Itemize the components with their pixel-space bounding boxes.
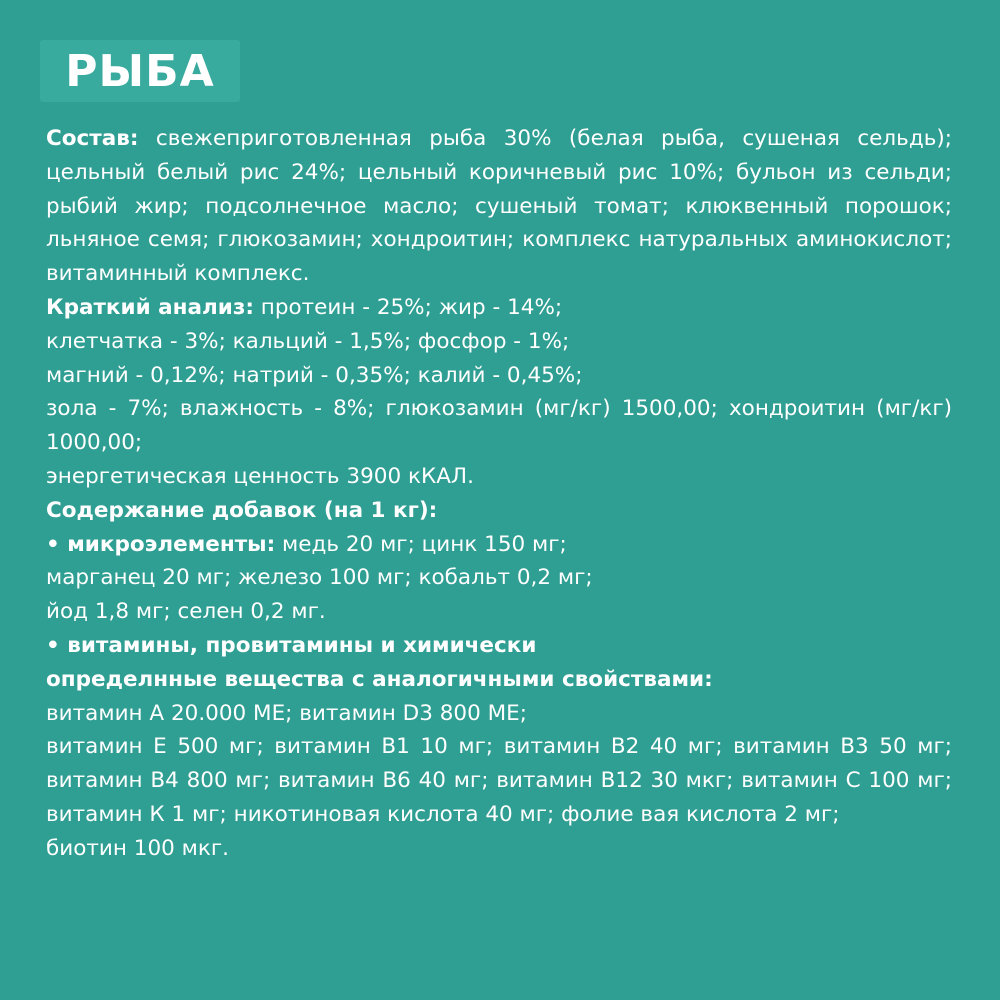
- vitamins-label-1-text: • витамины, провитамины и химически: [46, 632, 537, 658]
- vitamins-line-3: биотин 100 мкг.: [46, 835, 229, 861]
- analysis-line-4: зола - 7%; влажность - 8%; глюкозамин (мг/кг) 1500,00; хондроитин (мг/кг) 1000,00;: [46, 396, 952, 456]
- page-title: РЫБА: [65, 45, 215, 97]
- analysis-line-2: клетчатка - 3%; кальций - 1,5%; фосфор - 1%;: [46, 328, 570, 354]
- micro-line-1: [46, 528, 952, 562]
- analysis-label: Краткий анализ:: [46, 294, 254, 320]
- composition-paragraph: [46, 122, 952, 291]
- micro-line-1-text: медь 20 мг; цинк 150 мг;: [275, 531, 567, 557]
- analysis-line-5: энергетическая ценность 3900 кКАЛ.: [46, 463, 474, 489]
- analysis-line-1: [46, 291, 952, 325]
- micro-label: • микроэлементы:: [46, 531, 276, 557]
- micro-line-3: йод 1,8 мг; селен 0,2 мг.: [46, 599, 326, 625]
- vitamins-label-1: [46, 629, 952, 663]
- vitamins-line-1: витамин А 20.000 МЕ; витамин D3 800 МЕ;: [46, 700, 527, 726]
- micro-line-2: марганец 20 мг; железо 100 мг; кобальт 0,2 мг;: [46, 565, 593, 591]
- composition-text: свежеприготовленная рыба 30% (белая рыба, сушеная сельдь); цельный белый рис 24%; цельный коричневый рис 10%; бульон из сельди; рыбий жир; подсолнечное масло; сушеный томат; клюквенный порошок; льняное семя; глюкозамин; хондроитин; комплекс натуральных аминокислот; витаминный комплекс.: [46, 126, 952, 287]
- vitamins-line-2: витамин Е 500 мг; витамин В1 10 мг; витамин В2 40 мг; витамин В3 50 мг; витамин В4 800 мг; витамин В6 40 мг; витамин В12 30 мкг; витамин С 100 мг; витамин К 1 мг; никотиновая кислота 40 мг; фолие вая кислота 2 мг;: [46, 734, 952, 827]
- vitamins-label-2: [46, 663, 952, 697]
- additives-heading-text: Содержание добавок (на 1 кг):: [46, 497, 438, 523]
- analysis-line-3: магний - 0,12%; натрий - 0,35%; калий - 0,45%;: [46, 362, 583, 388]
- additives-heading: [46, 494, 952, 528]
- analysis-line-1-text: протеин - 25%; жир - 14%;: [253, 294, 563, 320]
- title-badge: [40, 40, 240, 102]
- ingredients-text: [46, 122, 952, 866]
- composition-label: Состав:: [46, 126, 139, 151]
- vitamins-label-2-text: определнные вещества с аналогичными свойствами:: [46, 666, 713, 692]
